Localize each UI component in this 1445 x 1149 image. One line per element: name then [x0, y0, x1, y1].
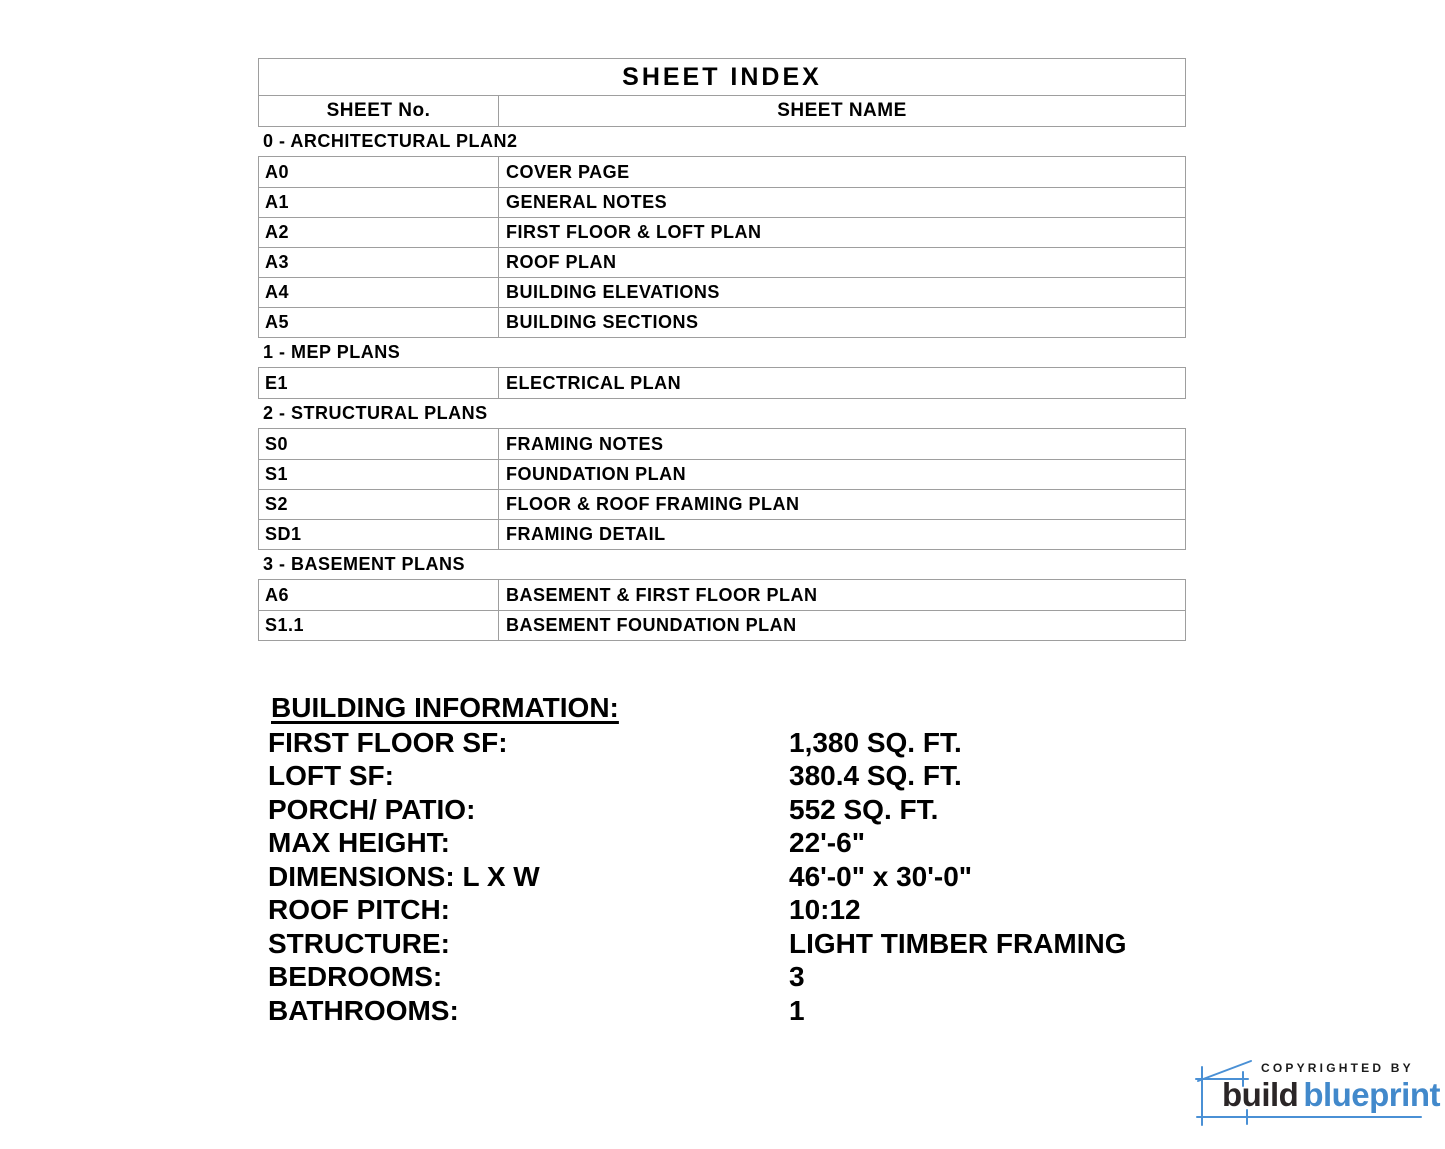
info-value: 22'-6" [789, 827, 865, 859]
info-value: 380.4 SQ. FT. [789, 760, 962, 792]
info-value: LIGHT TIMBER FRAMING [789, 927, 1127, 959]
section-label-basement: 3 - BASEMENT PLANS [263, 554, 466, 574]
info-label: ROOF PITCH: [268, 894, 450, 926]
info-value: 46'-0" x 30'-0" [789, 860, 973, 892]
sheet-name-cell: FIRST FLOOR & LOFT PLAN [506, 222, 762, 242]
table-row [259, 429, 1185, 459]
sheet-index-title: SHEET INDEX [259, 59, 1185, 96]
table-row [259, 459, 1185, 489]
info-row [268, 860, 1127, 894]
table-row [259, 368, 1185, 398]
sheet-name-cell: BASEMENT FOUNDATION PLAN [506, 615, 797, 635]
sheet-no-cell: SD1 [259, 520, 499, 549]
build-blueprint-logo [1190, 1053, 1440, 1139]
sheet-name-cell: ELECTRICAL PLAN [506, 372, 682, 393]
sheet-no-cell: S1 [259, 460, 499, 489]
info-row [268, 894, 1127, 928]
info-row [268, 827, 1127, 861]
table-row [259, 610, 1185, 640]
table-row [259, 307, 1185, 337]
table-row [259, 519, 1185, 549]
sheet-no-cell: A0 [259, 157, 499, 187]
column-header-sheet-name: SHEET NAME [777, 100, 907, 121]
info-row [268, 994, 1127, 1028]
sheet-index-table [258, 58, 1186, 641]
info-label: FIRST FLOOR SF: [268, 726, 508, 758]
info-label: PORCH/ PATIO: [268, 793, 476, 825]
table-row [259, 217, 1185, 247]
info-row [268, 961, 1127, 995]
table-row [259, 247, 1185, 277]
brand-wordmark [1222, 1077, 1440, 1113]
info-label: STRUCTURE: [268, 927, 450, 959]
table-row [259, 489, 1185, 519]
section-label-structural: 2 - STRUCTURAL PLANS [263, 403, 488, 423]
sheet-name-cell: BASEMENT & FIRST FLOOR PLAN [506, 584, 818, 605]
sheet-no-cell: A3 [259, 248, 499, 277]
info-label: BEDROOMS: [268, 961, 443, 993]
sheet-no-cell: S2 [259, 490, 499, 519]
copyrighted-by-text: COPYRIGHTED BY [1261, 1061, 1414, 1075]
info-value: 552 SQ. FT. [789, 793, 939, 825]
sheet-no-cell: S1.1 [259, 611, 499, 640]
sheet-name-cell: FOUNDATION PLAN [506, 464, 687, 484]
info-row [268, 726, 1127, 760]
sheet-name-cell: FRAMING NOTES [506, 433, 664, 454]
table-row [259, 277, 1185, 307]
table-row [259, 187, 1185, 217]
info-row [268, 760, 1127, 794]
info-value: 1,380 SQ. FT. [789, 726, 962, 758]
sheet-no-cell: E1 [259, 368, 499, 398]
sheet-name-cell: BUILDING SECTIONS [506, 312, 699, 332]
sheet-name-cell: COVER PAGE [506, 161, 630, 182]
sheet-name-cell: FRAMING DETAIL [506, 524, 666, 544]
info-label: MAX HEIGHT: [268, 827, 450, 859]
info-value: 10:12 [789, 894, 861, 926]
sheet-index-column-header-row [259, 96, 1185, 126]
section-block-structural [258, 428, 1186, 550]
section-block-architectural [258, 156, 1186, 338]
sheet-name-cell: FLOOR & ROOF FRAMING PLAN [506, 494, 800, 514]
sheet-name-cell: ROOF PLAN [506, 252, 617, 272]
building-information-title: BUILDING INFORMATION: [271, 692, 619, 723]
sheet-no-cell: A6 [259, 580, 499, 610]
column-header-sheet-no: SHEET No. [259, 96, 499, 126]
info-row [268, 927, 1127, 961]
sheet-no-cell: A5 [259, 308, 499, 337]
sheet-name-cell: GENERAL NOTES [506, 192, 668, 212]
table-row [259, 580, 1185, 610]
info-value: 3 [789, 961, 805, 993]
sheet-no-cell: A4 [259, 278, 499, 307]
section-label-mep: 1 - MEP PLANS [263, 342, 401, 362]
section-block-basement [258, 579, 1186, 641]
info-value: 1 [789, 994, 805, 1026]
sheet-name-cell: BUILDING ELEVATIONS [506, 282, 720, 302]
info-label: DIMENSIONS: L X W [268, 860, 540, 892]
sheet-no-cell: A1 [259, 188, 499, 217]
section-block-mep [258, 367, 1186, 399]
sheet-index-header-block [258, 58, 1186, 127]
building-information [268, 690, 1127, 1028]
sheet-no-cell: A2 [259, 218, 499, 247]
info-row [268, 793, 1127, 827]
info-label: BATHROOMS: [268, 994, 459, 1026]
brand-blueprint-text: blueprint [1303, 1076, 1440, 1113]
section-label-architectural: 0 - ARCHITECTURAL PLAN2 [263, 131, 518, 151]
brand-build-text: build [1222, 1076, 1299, 1113]
table-row [259, 157, 1185, 187]
info-label: LOFT SF: [268, 760, 394, 792]
sheet-no-cell: S0 [259, 429, 499, 459]
